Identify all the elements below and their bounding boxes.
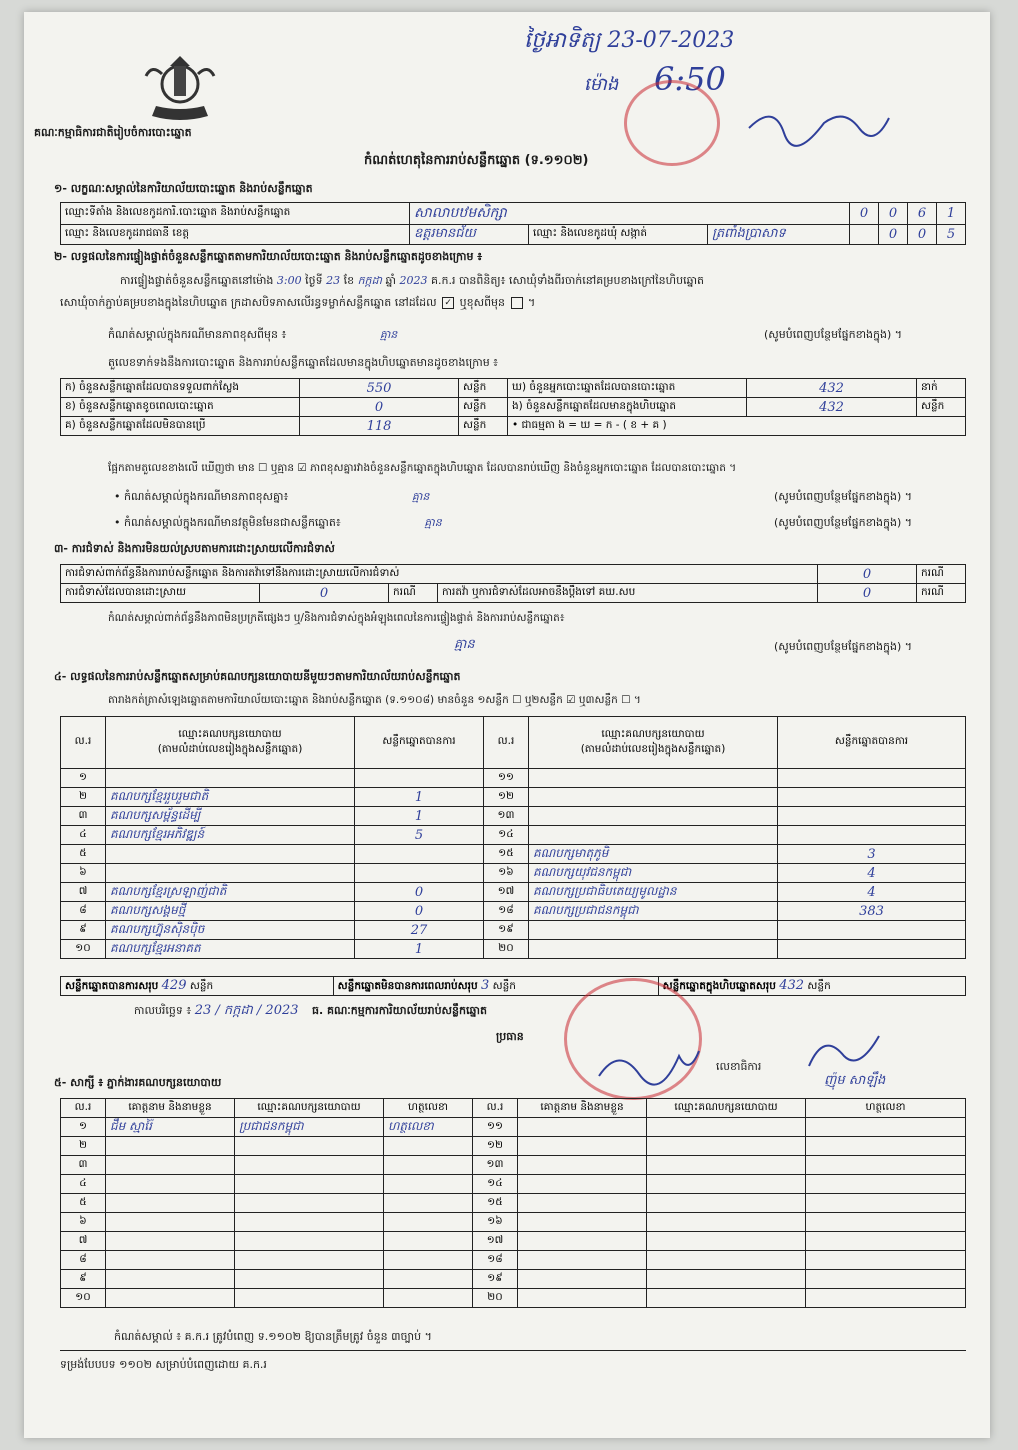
party-no: ៩ bbox=[61, 921, 106, 940]
chair-signature-icon bbox=[594, 1036, 704, 1096]
s1-row2-label: ឈ្មោះ និងលេខកូដរាជធានី ខេត្ត bbox=[61, 225, 410, 245]
section5-heading: ៥- សាក្សី ៖ ភ្នាក់ងារគណបក្សនយោបាយ bbox=[54, 1076, 222, 1089]
results-table: ល.រ ឈ្មោះគណបក្សនយោបាយ (តាមលំដាប់លេខរៀងក្នុងសន្លឹកឆ្នោត) សន្លឹកឆ្នោតបានការ ល.រ ឈ្មោះគណបក្សនយោបាយ (តាមលំដាប់លេខរៀងក្នុងសន្លឹកឆ្នោត) សន្លឹកឆ្នោតបានការ ១ ១១ ២ គណបក្សខ្មែររួបរួមជាតិ 1 ១២ ៣ គណបក្សសម្ព័ន្ធដើម្បី 1 ១៣ ៤ គណបក្សខ្មែរអភិវឌ្ឍន៍ 5 ១៤ ៥ ១៥ គណបក្សមាតុភូមិ 3 ៦ ១៦ គណបក្សយុវជនកម្ពុជា 4 ៧ គណបក្សខ្មែរស្រឡាញ់ជាតិ 0 ១៧ គណបក្សប្រជាធិបតេយ្យមូលដ្ឋាន 4 ៨ គណបក្សសង្គមថ្មី 0 ១៨ គណបក្សប្រជាជនកម្ពុជា 383 ៩ គណបក្សហ្វ៊ុនស៊ិនប៉ិច 27 ១៩ ១០ គណបក្សខ្មែរអនាគត 1 ២០ bbox=[60, 716, 966, 959]
party-no: ១៩ bbox=[484, 921, 529, 940]
party-no: ១ bbox=[61, 769, 106, 788]
witness-signature bbox=[384, 1270, 473, 1289]
s2-time: 3:00 bbox=[276, 274, 302, 287]
witness-signature bbox=[806, 1270, 966, 1289]
party-name bbox=[529, 769, 778, 788]
party-name bbox=[529, 788, 778, 807]
witness-name bbox=[518, 1270, 647, 1289]
form-code: ទម្រង់បែបបទ ១១០២ សម្រាប់បំពេញដោយ គ.ក.រ bbox=[60, 1358, 267, 1371]
party-name: គណបក្សខ្មែររួបរួមជាតិ bbox=[106, 788, 355, 807]
s2-note1: កំណត់សម្គាល់ក្នុងករណីមានភាពខុសពីមុន ៖ គ្មាន bbox=[108, 328, 398, 341]
party-name: គណបក្សហ្វ៊ុនស៊ិនប៉ិច bbox=[106, 921, 355, 940]
witness-signature bbox=[384, 1232, 473, 1251]
kh-value: 0 bbox=[300, 398, 459, 417]
witness-signature: ហត្ថលេខា bbox=[384, 1118, 473, 1137]
s1-code-digit: 6 bbox=[908, 203, 937, 225]
witness-signature bbox=[806, 1251, 966, 1270]
witness-name bbox=[106, 1175, 235, 1194]
result-row bbox=[61, 826, 966, 845]
witness-row bbox=[61, 1194, 966, 1213]
witness-party bbox=[647, 1118, 806, 1137]
party-votes bbox=[778, 940, 966, 959]
witness-signature bbox=[384, 1137, 473, 1156]
witness-party bbox=[647, 1137, 806, 1156]
party-no: ៤ bbox=[61, 826, 106, 845]
s1-commune: ត្រពាំងប្រាសាទ bbox=[708, 225, 850, 245]
total-invalid: 3 bbox=[480, 977, 490, 993]
totals-row: សន្លឹកឆ្នោតបានការសរុប 429 សន្លឹក សន្លឹកឆ្នោតមិនបានការពេលរាប់សរុប 3 សន្លឹក សន្លឹកឆ្នោតក្នុងហិបឆ្នោតសរុប 432 សន្លឹក bbox=[60, 976, 966, 996]
witness-party bbox=[235, 1289, 384, 1308]
party-name: គណបក្សសម្ព័ន្ធដើម្បី bbox=[106, 807, 355, 826]
witness-row bbox=[61, 1137, 966, 1156]
witness-name bbox=[518, 1289, 647, 1308]
witness-party bbox=[235, 1175, 384, 1194]
s1-row1-label: ឈ្មោះទីតាំង និងលេខកូដការិ.បោះឆ្នោត និងរាប់សន្លឹកឆ្នោត bbox=[61, 203, 410, 225]
section3-table: ការជំទាស់ពាក់ព័ន្ធនឹងការរាប់សន្លឹកឆ្នោត និងការតវ៉ាទៅនឹងការដោះស្រាយលើការជំទាស់ 0 ករណី ការជំទាស់ដែលបានដោះស្រាយ 0 ករណី ការតវ៉ា ឬការជំទាស់ដែលអាចនឹងប្ដឹងទៅ គឃ.សប 0 ករណី bbox=[60, 564, 966, 603]
witness-name bbox=[518, 1137, 647, 1156]
footer-note: កំណត់សម្គាល់ ៖ គ.ក.រ ត្រូវបំពេញ ទ.១១០២ ឱ្យបានត្រឹមត្រូវ ចំនួន ៣ច្បាប់ ។ bbox=[114, 1330, 432, 1343]
party-votes bbox=[778, 807, 966, 826]
witness-no: ១៣ bbox=[473, 1156, 518, 1175]
section2-table: ក) ចំនួនសន្លឹកឆ្នោតដែលបានទទួលពាក់ស្លែង 550 សន្លឹក ឃ) ចំនួនអ្នកបោះឆ្នោតដែលបានបោះឆ្នោត 432 នាក់ ខ) ចំនួនសន្លឹកឆ្នោតខូចពេលបោះឆ្នោត 0 សន្លឹក ង) ចំនួនសន្លឹកឆ្នោតដែលមានក្នុងហិបឆ្នោត 432 សន្លឹក គ) ចំនួនសន្លឹកឆ្នោតដែលមិនបានប្រើ 118 សន្លឹក • ជាធម្មតា ង = ឃ = ក - ( ខ + គ ) bbox=[60, 378, 966, 436]
witness-row bbox=[61, 1232, 966, 1251]
handwritten-time-label: ម៉ោង bbox=[584, 74, 619, 95]
section3-heading: ៣- ការជំទាស់ និងការមិនយល់ស្របតាមការដោះស្រាយលើការជំទាស់ bbox=[54, 542, 335, 555]
witness-name bbox=[106, 1194, 235, 1213]
witness-name bbox=[518, 1175, 647, 1194]
witness-name: ជឹម ស្មារ៉ៃ bbox=[106, 1118, 235, 1137]
party-no: ៨ bbox=[61, 902, 106, 921]
handwritten-date: ថ្ងៃអាទិត្យ 23-07-2023 bbox=[524, 28, 735, 53]
s2-line1: ការផ្ទៀងផ្ទាត់ចំនួនសន្លឹកឆ្នោតនៅម៉ោង 3:00 ថ្ងៃទី 23 ខែ កក្កដា ឆ្នាំ 2023 គ.ក.រ បានពិនិត្យ៖ សោឃុំទាំងពីរចាក់នៅគម្របខាងក្រៅនៃហិបឆ្នោត bbox=[120, 274, 705, 287]
witness-no: ១៤ bbox=[473, 1175, 518, 1194]
different-checkbox bbox=[511, 297, 523, 309]
party-name: គណបក្សប្រជាជនកម្ពុជា bbox=[529, 902, 778, 921]
party-no: ៦ bbox=[61, 864, 106, 883]
witness-signature bbox=[806, 1137, 966, 1156]
witness-party bbox=[647, 1232, 806, 1251]
party-no: ២០ bbox=[484, 940, 529, 959]
result-row bbox=[61, 864, 966, 883]
s1-row1-value: សាលាបឋមសិក្សា bbox=[410, 203, 850, 225]
witness-party: ប្រជាជនកម្ពុជា bbox=[235, 1118, 384, 1137]
party-no: ១៧ bbox=[484, 883, 529, 902]
witness-table: ល.រ គោត្តនាម និងនាមខ្លួន ឈ្មោះគណបក្សនយោបាយ ហត្ថលេខា ល.រ គោត្តនាម និងនាមខ្លួន ឈ្មោះគណបក្សនយោបាយ ហត្ថលេខា ១ ជឹម ស្មារ៉ៃ ប្រជាជនកម្ពុជា ហត្ថលេខា ១១ ២ ១២ ៣ ១៣ ៤ ១៤ ៥ ១៥ ៦ ១៦ ៧ ១៧ ៨ ១៨ ៩ ១៩ ១០ ២០ bbox=[60, 1098, 966, 1308]
witness-no: ១១ bbox=[473, 1118, 518, 1137]
witness-signature bbox=[384, 1289, 473, 1308]
result-row bbox=[61, 940, 966, 959]
s1-code-digit: 0 bbox=[879, 203, 908, 225]
g-value: 118 bbox=[300, 417, 459, 436]
objection-count: 0 bbox=[818, 565, 917, 584]
party-name bbox=[529, 921, 778, 940]
result-row bbox=[61, 902, 966, 921]
s2-month: កក្កដា bbox=[357, 274, 383, 287]
party-no: ១៣ bbox=[484, 807, 529, 826]
result-row bbox=[61, 807, 966, 826]
witness-no: ១៦ bbox=[473, 1213, 518, 1232]
section4-heading: ៤- លទ្ធផលនៃការរាប់សន្លឹកឆ្នោតសម្រាប់គណបក្សនយោបាយនីមួយៗតាមការិយាល័យរាប់សន្លឹកឆ្នោត bbox=[54, 670, 461, 683]
party-name: គណបក្សប្រជាធិបតេយ្យមូលដ្ឋាន bbox=[529, 883, 778, 902]
witness-signature bbox=[806, 1194, 966, 1213]
witness-party bbox=[235, 1194, 384, 1213]
witness-party bbox=[647, 1213, 806, 1232]
s2-day: 23 bbox=[326, 274, 341, 287]
party-name bbox=[529, 940, 778, 959]
witness-signature bbox=[384, 1194, 473, 1213]
section2-heading: ២- លទ្ធផលនៃការផ្ទៀងផ្ទាត់ចំនួនសន្លឹកឆ្នោតតាមការិយាល័យបោះឆ្នោត និងរាប់សន្លឹកឆ្នោតដូចខាងក្រោម ៖ bbox=[54, 250, 483, 263]
witness-row bbox=[61, 1118, 966, 1137]
party-name bbox=[106, 845, 355, 864]
party-votes bbox=[778, 826, 966, 845]
party-no: ២ bbox=[61, 788, 106, 807]
witness-signature bbox=[806, 1175, 966, 1194]
s3-note-value: គ្មាន bbox=[454, 637, 475, 652]
s1-commune-code-digit: 0 bbox=[879, 225, 908, 245]
total-box: 432 bbox=[779, 977, 805, 993]
witness-party bbox=[647, 1251, 806, 1270]
witness-signature bbox=[806, 1232, 966, 1251]
witness-row bbox=[61, 1175, 966, 1194]
appeal-count: 0 bbox=[818, 584, 917, 603]
party-votes bbox=[778, 921, 966, 940]
witness-name bbox=[518, 1251, 647, 1270]
s1-province: ឧត្តរមានជ័យ bbox=[410, 225, 529, 245]
resolved-count: 0 bbox=[260, 584, 389, 603]
witness-party bbox=[235, 1213, 384, 1232]
witness-signature bbox=[384, 1156, 473, 1175]
witness-party bbox=[235, 1251, 384, 1270]
party-name bbox=[529, 807, 778, 826]
handwritten-time: 6:50 bbox=[654, 60, 726, 98]
witness-party bbox=[235, 1270, 384, 1289]
party-name bbox=[106, 769, 355, 788]
secretary-name: ញ៉ុម សាឡឹង bbox=[824, 1073, 886, 1088]
party-no: ១៨ bbox=[484, 902, 529, 921]
witness-party bbox=[647, 1289, 806, 1308]
witness-name bbox=[106, 1251, 235, 1270]
section1-heading: ១- លក្ខណៈសម្គាល់នៃការិយាល័យបោះឆ្នោត និងរាប់សន្លឹកឆ្នោត bbox=[54, 182, 313, 195]
witness-party bbox=[235, 1137, 384, 1156]
witness-row bbox=[61, 1251, 966, 1270]
s2-compare: ផ្អែកតាមតួលេខខាងលើ ឃើញថា មាន ☐ ឬគ្មាន ☑ ភាពខុសគ្នារវាងចំនួនសន្លឹកឆ្នោតក្នុងហិបឆ្នោត ដែលបានរាប់ឃើញ និងចំនួនអ្នកបោះឆ្នោត ដែលបានបោះឆ្នោត ។ bbox=[108, 462, 737, 474]
party-name bbox=[106, 864, 355, 883]
s1-commune-code-digit: 0 bbox=[908, 225, 937, 245]
witness-no: ១៧ bbox=[473, 1232, 518, 1251]
emblem-icon bbox=[142, 54, 218, 124]
witness-name bbox=[518, 1213, 647, 1232]
s1-code-digit: 0 bbox=[850, 203, 879, 225]
witness-signature bbox=[384, 1251, 473, 1270]
total-valid: 429 bbox=[161, 977, 187, 993]
document-page: គណៈកម្មាធិការជាតិរៀបចំការបោះឆ្នោត ថ្ងៃអាទិត្យ 23-07-2023 ម៉ោង 6:50 កំណត់ហេតុនៃការរាប់សន្លឹកឆ្នោត (ទ.១១០២) ១- លក្ខណៈសម្គាល់នៃការិយាល័យបោះឆ្នោត និងរាប់សន្លឹកឆ្នោត ឈ្មោះទីតាំង និងលេខកូដការិ.បោះឆ្នោត និងរាប់សន្លឹកឆ្នោត សាលាបឋមសិក្សា 0 0 6 1 ឈ្មោះ និងលេខកូដរាជធានី ខេត្ត ឧត្តរមានជ័យ ឈ្មោះ និងលេខកូដឃុំ សង្កាត់ ត្រពាំងប្រាសាទ 0 0 5 ២- លទ្ធផលនៃការផ្ទៀងផ្ទាត់ចំនួនសន្លឹកឆ្នោតតាមការិយាល័យបោះឆ្នោត និងរាប់សន្លឹកឆ្នោតដូចខាងក្រោម ៖ ការផ្ទៀងផ្ទាត់ចំនួនសន្លឹកឆ្នោតនៅម៉ោង 3:00 ថ្ងៃទី 23 ខែ កក្កដា ឆ្នាំ 2023 គ.ក.រ បានពិនិត្យ៖ សោឃុំទាំងពីរចាក់នៅគម្របខាងក្រៅនៃហិបឆ្នោត សោឃុំចាក់ភ្ជាប់គម្របខាងក្នុងនៃហិបឆ្នោត ក្រដាសបិទភាសលើរន្ធទម្លាក់សន្លឹកឆ្នោត នៅដដែល ✓ ឬខុសពីមុន ។ កំណត់សម្គាល់ក្នុងករណីមានភាពខុសពីមុន ៖ គ្មាន (សូមបំពេញបន្ថែមផ្នែកខាងក្នុង) ។ តួលេខទាក់ទងនឹងការបោះឆ្នោត និងការរាប់សន្លឹកឆ្នោតដែលមានក្នុងហិបឆ្នោតមានដូចខាងក្រោម ៖ ក) ចំនួនសន្លឹកឆ្នោតដែលបានទទួលពាក់ស្លែង 550 សន្លឹក ឃ) ចំនួនអ្នកបោះឆ្នោតដែលបានបោះឆ្នោត 432 នាក់ ខ) ចំនួនសន្លឹកឆ្នោតខូចពេលបោះឆ្នោត 0 សន្លឹក ង) ចំនួនសន្លឹកឆ្នោតដែលមានក្នុងហិបឆ្នោត 432 សន្លឹក គ) ចំនួនសន្លឹកឆ្នោតដែលមិនបានប្រើ 118 សន្លឹក • ជាធម្មតា ង = ឃ = ក - ( ខ + គ ) ផ្អែកតាមតួលេខខាងលើ ឃើញថា មាន ☐ ឬគ្មាន ☑ ភាពខុសគ្នារវាងចំនួនសន្លឹកឆ្នោតក្នុងហិបឆ្នោត ដែលបានរាប់ឃើញ និងចំនួនអ្នកបោះឆ្នោត ដែលបានបោះឆ្នោត ។ • កំណត់សម្គាល់ក្នុងករណីមានភាពខុសគ្នា៖ គ្មាន (សូមបំពេញបន្ថែមផ្នែកខាងក្នុង) ។ • កំណត់សម្គាល់ក្នុងករណីមានវត្ថុមិនមែនជាសន្លឹកឆ្នោត៖ គ្មាន (សូមបំពេញបន្ថែមផ្នែកខាងក្នុង) ។ ៣- ការជំទាស់ និងការមិនយល់ស្របតាមការដោះស្រាយលើការជំទាស់ ការជំទាស់ពាក់ព័ន្ធនឹងការរាប់សន្លឹកឆ្នោត និងការតវ៉ាទៅនឹងការដោះស្រាយលើការជំទាស់ 0 ករណី ការជំទាស់ដែលបានដោះស្រាយ 0 ករណី ការតវ៉ា ឬការជំទាស់ដែលអាចនឹងប្ដឹងទៅ គឃ.សប 0 ករណី កំណត់សម្គាល់ពាក់ព័ន្ធនឹងភាពមិនប្រក្រតីផ្សេងៗ ឬ/និងការជំទាស់ក្នុងអំឡុងពេលនៃការផ្ទៀងផ្ទាត់ និងការរាប់សន្លឹកឆ្នោត៖ គ្មាន (សូមបំពេញបន្ថែមផ្នែកខាងក្នុង) ។ ៤- លទ្ធផលនៃការរាប់សន្លឹកឆ្នោតសម្រាប់គណបក្សនយោបាយនីមួយៗតាមការិយាល័យរាប់សន្លឹកឆ្នោត តារាងកត់ត្រាសំឡេងឆ្នោតតាមការិយាល័យបោះឆ្នោត និងរាប់សន្លឹកឆ្នោត (ទ.១១០៨) មានចំនួន ១សន្លឹក ☐ ឬ២សន្លឹក ☑ ឬ៣សន្លឹក ☐ ។ ល.រ ឈ្មោះគណបក្សនយោបាយ (តាមលំដាប់លេខរៀងក្នុងសន្លឹកឆ្នោត) សន្លឹកឆ្នោតបានការ ល.រ ឈ្មោះគណបក្សនយោបាយ (តាមលំដាប់លេខរៀងក្នុងសន្លឹកឆ្នោត) សន្លឹកឆ្នោតបានការ ១ ១១ ២ គណបក្សខ្មែររួបរួមជាតិ 1 ១២ ៣ គណបក្សសម្ព័ន្ធដើម្បី 1 ១៣ ៤ គណបក្សខ្មែរអភិវឌ្ឍន៍ 5 ១៤ ៥ ១៥ គណបក្សមាតុភូមិ 3 ៦ ១៦ គណបក្សយុវជនកម្ពុជា 4 ៧ គណបក្សខ្មែរស្រឡាញ់ជាតិ 0 ១៧ គណបក្សប្រជាធិបតេយ្យមូលដ្ឋាន 4 ៨ គណបក្សសង្គមថ្មី 0 ១៨ គណបក្សប្រជាជនកម្ពុជា 383 ៩ គណបក្សហ្វ៊ុនស៊ិនប៉ិច 27 ១៩ ១០ គណបក្សខ្មែរអនាគត 1 ២០ សន្លឹកឆ្នោតបានការសរុប 429 សន្លឹក សន្លឹកឆ្នោតមិនបានការពេលរាប់សរុប 3 សន្លឹក សន្លឹកឆ្នោតក្នុងហិបឆ្នោតសរុប 432 សន្លឹក កាលបរិច្ឆេទ ៖ 23 / កក្កដា / 2023 ធ. គណៈកម្មការការិយាល័យរាប់សន្លឹកឆ្នោត ប្រធាន លេខាធិការ ញ៉ុម សាឡឹង ៥- សាក្សី ៖ ភ្នាក់ងារគណបក្សនយោបាយ ល.រ គោត្តនាម និងនាមខ្លួន ឈ្មោះគណបក្សនយោបាយ ហត្ថលេខា ល.រ គោត្តនាម និងនាមខ្លួន ឈ្មោះគណបក្សនយោបាយ ហត្ថលេខា ១ ជឹម ស្មារ៉ៃ ប្រជាជនកម្ពុជា ហត្ថលេខា ១១ ២ ១២ ៣ ១៣ ៤ ១៤ ៥ ១៥ ៦ ១៦ ៧ ១៧ ៨ ១៨ ៩ ១៩ ១០ ២០ កំណត់សម្គាល់ ៖ គ.ក.រ ត្រូវបំពេញ ទ.១១០២ ឱ្យបានត្រឹមត្រូវ ចំនួន ៣ច្បាប់ ។ ទម្រង់បែបបទ ១១០២ សម្រាប់បំពេញដោយ គ.ក.រ bbox=[24, 12, 990, 1438]
s2-note2: • កំណត់សម្គាល់ក្នុងករណីមានភាពខុសគ្នា៖ គ្មាន bbox=[114, 490, 430, 503]
party-votes: 5 bbox=[355, 826, 484, 845]
party-votes: 4 bbox=[778, 864, 966, 883]
witness-no: ៦ bbox=[61, 1213, 106, 1232]
form-title: កំណត់ហេតុនៃការរាប់សន្លឹកឆ្នោត (ទ.១១០២) bbox=[364, 153, 589, 168]
witness-name bbox=[518, 1194, 647, 1213]
witness-signature bbox=[806, 1156, 966, 1175]
witness-no: ១៥ bbox=[473, 1194, 518, 1213]
witness-no: ២ bbox=[61, 1137, 106, 1156]
party-votes: 0 bbox=[355, 883, 484, 902]
result-row bbox=[61, 769, 966, 788]
party-name: គណបក្សមាតុភូមិ bbox=[529, 845, 778, 864]
fill-hint: (សូមបំពេញបន្ថែមផ្នែកខាងក្នុង) ។ bbox=[764, 328, 903, 341]
party-votes: 3 bbox=[778, 845, 966, 864]
witness-no: ២០ bbox=[473, 1289, 518, 1308]
witness-party bbox=[647, 1175, 806, 1194]
witness-no: ៩ bbox=[61, 1270, 106, 1289]
witness-name bbox=[106, 1270, 235, 1289]
witness-name bbox=[106, 1137, 235, 1156]
party-no: ៧ bbox=[61, 883, 106, 902]
witness-no: ១៩ bbox=[473, 1270, 518, 1289]
section1-table bbox=[60, 202, 966, 245]
witness-party bbox=[647, 1270, 806, 1289]
party-name: គណបក្សខ្មែរអនាគត bbox=[106, 940, 355, 959]
party-no: ៥ bbox=[61, 845, 106, 864]
party-no: ១០ bbox=[61, 940, 106, 959]
witness-name bbox=[518, 1232, 647, 1251]
s1-commune-label: ឈ្មោះ និងលេខកូដឃុំ សង្កាត់ bbox=[529, 225, 708, 245]
witness-signature bbox=[384, 1175, 473, 1194]
party-no: ៣ bbox=[61, 807, 106, 826]
witness-no: ១០ bbox=[61, 1289, 106, 1308]
witness-row bbox=[61, 1289, 966, 1308]
party-votes: 27 bbox=[355, 921, 484, 940]
result-row bbox=[61, 788, 966, 807]
secretary-label: លេខាធិការ bbox=[716, 1060, 762, 1073]
party-no: ១២ bbox=[484, 788, 529, 807]
formula: • ជាធម្មតា ង = ឃ = ក - ( ខ + គ ) bbox=[508, 417, 966, 436]
party-votes: 1 bbox=[355, 788, 484, 807]
witness-name bbox=[518, 1156, 647, 1175]
party-name: គណបក្សខ្មែរអភិវឌ្ឍន៍ bbox=[106, 826, 355, 845]
s4-intro: តារាងកត់ត្រាសំឡេងឆ្នោតតាមការិយាល័យបោះឆ្នោត និងរាប់សន្លឹកឆ្នោត (ទ.១១០៨) មានចំនួន ១សន្លឹក ☐ ឬ២សន្លឹក ☑ ឬ៣សន្លឹក ☐ ។ bbox=[108, 694, 641, 706]
witness-party bbox=[235, 1156, 384, 1175]
witness-no: ៨ bbox=[61, 1251, 106, 1270]
party-no: ១៥ bbox=[484, 845, 529, 864]
party-no: ១៦ bbox=[484, 864, 529, 883]
witness-party bbox=[647, 1194, 806, 1213]
s3-note-label: កំណត់សម្គាល់ពាក់ព័ន្ធនឹងភាពមិនប្រក្រតីផ្សេងៗ ឬ/និងការជំទាស់ក្នុងអំឡុងពេលនៃការផ្ទៀងផ្ទាត់ និងការរាប់សន្លឹកឆ្នោត៖ bbox=[108, 612, 565, 624]
result-row bbox=[61, 883, 966, 902]
ng-value: 432 bbox=[747, 398, 917, 417]
commission-name: គណៈកម្មាធិការជាតិរៀបចំការបោះឆ្នោត bbox=[34, 126, 192, 139]
party-no: ១១ bbox=[484, 769, 529, 788]
witness-signature bbox=[384, 1213, 473, 1232]
party-name: គណបក្សយុវជនកម្ពុជា bbox=[529, 864, 778, 883]
witness-no: ១៨ bbox=[473, 1251, 518, 1270]
party-votes: 1 bbox=[355, 807, 484, 826]
witness-no: ១ bbox=[61, 1118, 106, 1137]
party-votes bbox=[355, 845, 484, 864]
chair-label: ប្រធាន bbox=[496, 1030, 524, 1043]
same-checkbox-checked: ✓ bbox=[442, 297, 454, 309]
party-votes: 4 bbox=[778, 883, 966, 902]
party-votes: 383 bbox=[778, 902, 966, 921]
party-votes bbox=[355, 769, 484, 788]
witness-signature bbox=[806, 1118, 966, 1137]
witness-name bbox=[106, 1289, 235, 1308]
result-row bbox=[61, 845, 966, 864]
witness-row bbox=[61, 1213, 966, 1232]
witness-row bbox=[61, 1156, 966, 1175]
witness-party bbox=[647, 1156, 806, 1175]
party-name: គណបក្សខ្មែរស្រឡាញ់ជាតិ bbox=[106, 883, 355, 902]
s2-intro: តួលេខទាក់ទងនឹងការបោះឆ្នោត និងការរាប់សន្លឹកឆ្នោតដែលមានក្នុងហិបឆ្នោតមានដូចខាងក្រោម ៖ bbox=[108, 356, 499, 369]
witness-name bbox=[106, 1232, 235, 1251]
witness-signature bbox=[806, 1213, 966, 1232]
witness-name bbox=[106, 1213, 235, 1232]
party-votes bbox=[778, 769, 966, 788]
dated-value: 23 / កក្កដា / 2023 bbox=[194, 1003, 299, 1018]
party-votes bbox=[778, 788, 966, 807]
y-value: 432 bbox=[747, 379, 917, 398]
party-votes: 0 bbox=[355, 902, 484, 921]
s2-year: 2023 bbox=[399, 274, 428, 287]
result-row bbox=[61, 921, 966, 940]
witness-no: ៤ bbox=[61, 1175, 106, 1194]
party-name: គណបក្សសង្គមថ្មី bbox=[106, 902, 355, 921]
s1-commune-code-digit: 5 bbox=[937, 225, 966, 245]
party-votes bbox=[355, 864, 484, 883]
witness-row bbox=[61, 1270, 966, 1289]
signature-icon bbox=[744, 98, 894, 152]
k-value: 550 bbox=[300, 379, 459, 398]
party-name bbox=[529, 826, 778, 845]
witness-signature bbox=[806, 1289, 966, 1308]
witness-no: ១២ bbox=[473, 1137, 518, 1156]
witness-no: ៧ bbox=[61, 1232, 106, 1251]
witness-name bbox=[106, 1156, 235, 1175]
witness-name bbox=[518, 1118, 647, 1137]
s2-note3: • កំណត់សម្គាល់ក្នុងករណីមានវត្ថុមិនមែនជាសន្លឹកឆ្នោត៖ គ្មាន bbox=[114, 516, 442, 529]
party-votes: 1 bbox=[355, 940, 484, 959]
witness-party bbox=[235, 1232, 384, 1251]
official-stamp-icon bbox=[624, 80, 720, 166]
witness-no: ៣ bbox=[61, 1156, 106, 1175]
s1-code-digit: 1 bbox=[937, 203, 966, 225]
witness-no: ៥ bbox=[61, 1194, 106, 1213]
s2-line2: សោឃុំចាក់ភ្ជាប់គម្របខាងក្នុងនៃហិបឆ្នោត ក្រដាសបិទភាសលើរន្ធទម្លាក់សន្លឹកឆ្នោត នៅដដែល ✓ ឬខុសពីមុន ។ bbox=[60, 296, 536, 309]
dated-line: កាលបរិច្ឆេទ ៖ 23 / កក្កដា / 2023 ធ. គណៈកម្មការការិយាល័យរាប់សន្លឹកឆ្នោត bbox=[134, 1003, 487, 1018]
party-no: ១៤ bbox=[484, 826, 529, 845]
